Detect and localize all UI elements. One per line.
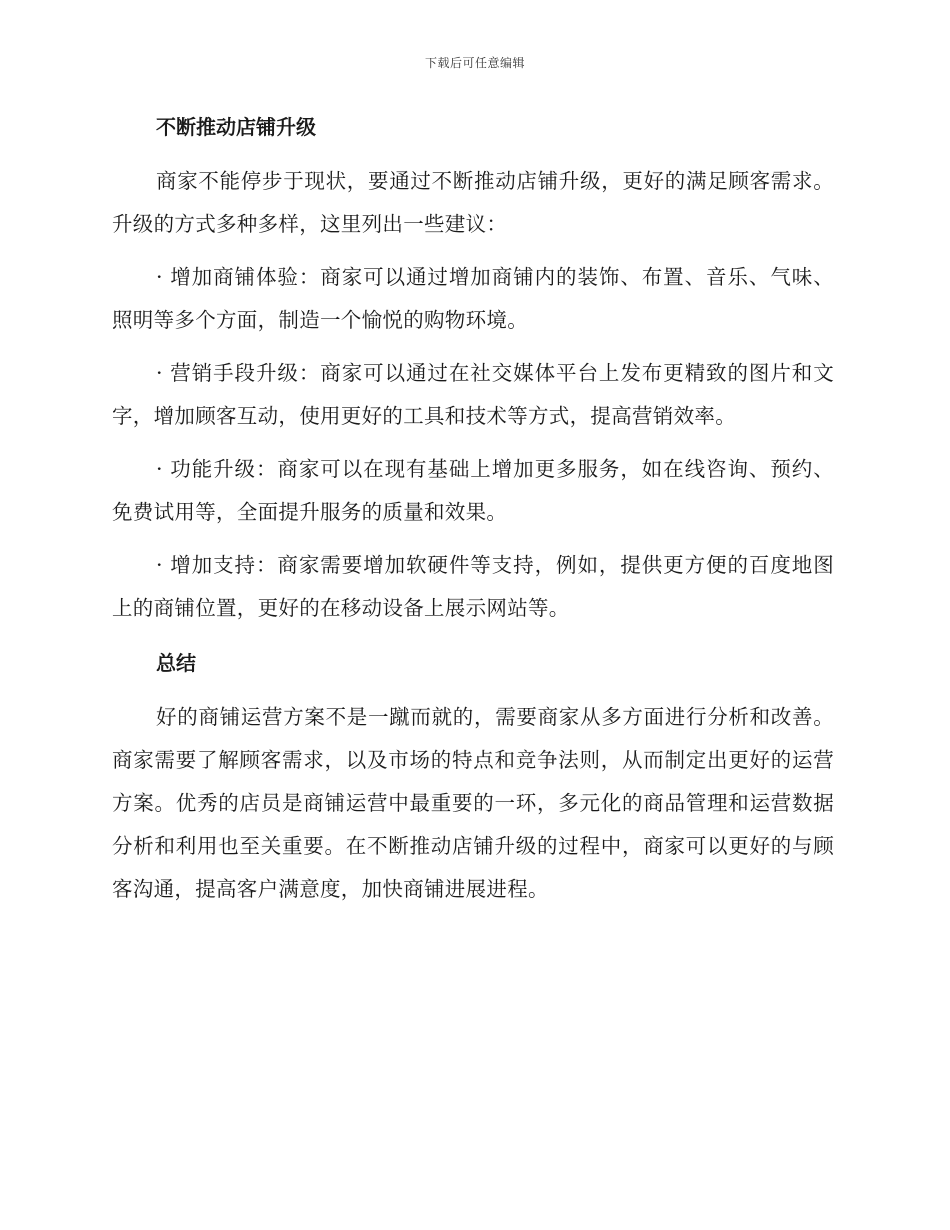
- summary-paragraph: 好的商铺运营方案不是一蹴而就的，需要商家从多方面进行分析和改善。商家需要了解顾客需求，以及市场的特点和竞争法则，从而制定出更好的运营方案。优秀的店员是商铺运营中最重要的一环，多元化的商品管理和运营数据分析和利用也至关重要。在不断推动店铺升级的过程中，商家可以更好的与顾客沟通，提高客户满意度，加快商铺进展进程。: [112, 705, 834, 901]
- bullet-paragraph-experience: · 增加商铺体验：商家可以通过增加商铺内的装饰、布置、音乐、气味、照明等多个方面，制造一个愉悦的购物环境。: [112, 265, 834, 332]
- section-intro-paragraph: 商家不能停步于现状，要通过不断推动店铺升级，更好的满足顾客需求。升级的方式多种多样，这里列出一些建议：: [112, 169, 834, 236]
- bullet-paragraph-features: · 功能升级：商家可以在现有基础上增加更多服务，如在线咨询、预约、免费试用等，全面提升服务的质量和效果。: [112, 457, 834, 524]
- bullet-paragraph-marketing: · 营销手段升级：商家可以通过在社交媒体平台上发布更精致的图片和文字，增加顾客互动，使用更好的工具和技术等方式，提高营销效率。: [112, 361, 834, 428]
- document-body: [112, 112, 834, 921]
- section-heading-upgrade: 不断推动店铺升级: [156, 115, 316, 139]
- spacer: [112, 640, 834, 648]
- page-header-note: 下载后可任意编辑: [424, 56, 525, 70]
- bullet-paragraph-support: · 增加支持：商家需要增加软硬件等支持，例如，提供更方便的百度地图上的商铺位置，更好的在移动设备上展示网站等。: [112, 553, 834, 620]
- section-heading-summary: 总结: [156, 651, 196, 675]
